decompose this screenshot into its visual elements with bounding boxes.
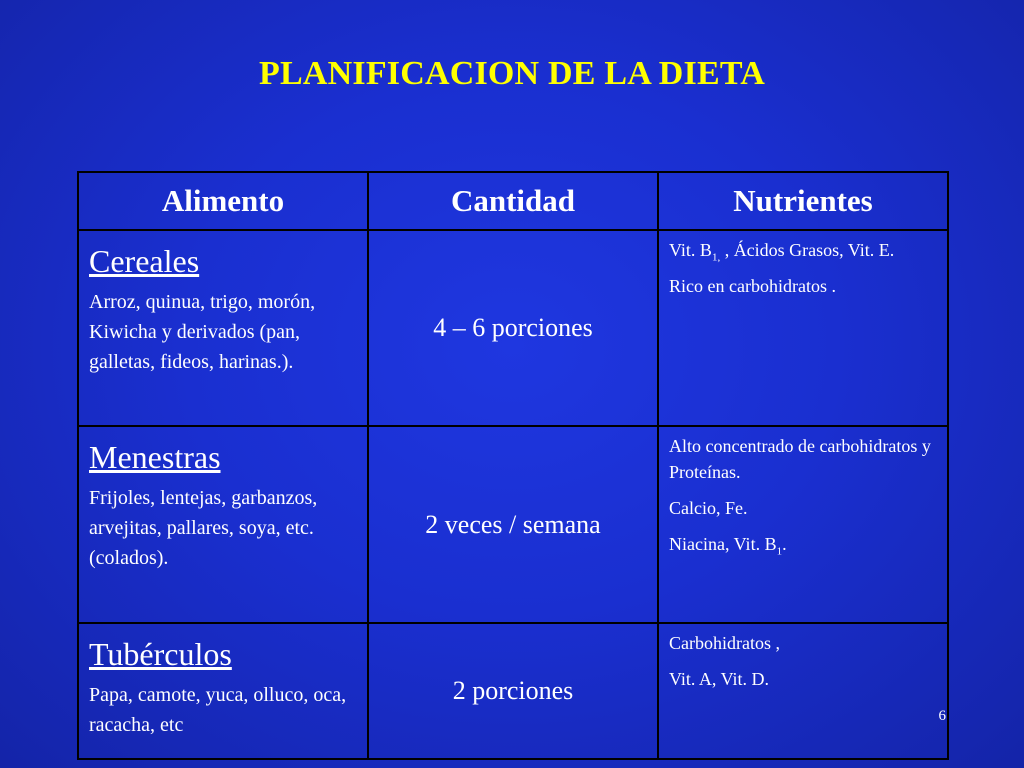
food-name: Menestras xyxy=(89,439,221,475)
slide-title: PLANIFICACION DE LA DIETA xyxy=(259,55,765,92)
nutrient-line xyxy=(669,237,937,263)
nutrient-text: Carbohidratos , xyxy=(669,633,780,653)
nutrients-cell xyxy=(658,230,948,426)
nutrient-line xyxy=(669,495,937,521)
header-cantidad: Cantidad xyxy=(368,172,658,230)
nutrients-cell xyxy=(658,623,948,759)
nutrient-text-after: , Ácidos Grasos, Vit. E. xyxy=(720,240,895,260)
header-alimento: Alimento xyxy=(78,172,368,230)
food-name: Tubérculos xyxy=(89,636,232,672)
nutrient-subscript: 1 xyxy=(776,545,783,558)
table-row xyxy=(78,426,948,623)
nutrient-line xyxy=(669,630,937,656)
food-name: Cereales xyxy=(89,243,200,279)
table-header-row xyxy=(78,172,948,230)
quantity-cell: 2 veces / semana xyxy=(368,426,658,623)
nutrient-text: Calcio, Fe. xyxy=(669,498,748,518)
table-row xyxy=(78,623,948,759)
food-description: Arroz, quinua, trigo, morón, Kiwicha y derivados (pan, galletas, fideos, harinas.). xyxy=(89,291,316,373)
food-description: Papa, camote, yuca, olluco, oca, racacha, etc xyxy=(89,684,347,736)
nutrient-subscript: 1, xyxy=(711,251,721,264)
nutrient-text: Vit. B xyxy=(669,240,712,260)
slide-number: 6 xyxy=(938,708,946,724)
nutrient-line xyxy=(669,666,937,692)
nutrient-line xyxy=(669,531,937,557)
nutrient-line xyxy=(669,273,937,299)
nutrient-line xyxy=(669,433,937,485)
nutrient-text: Rico en carbohidratos . xyxy=(669,276,836,296)
food-cell xyxy=(78,426,368,623)
header-nutrientes: Nutrientes xyxy=(658,172,948,230)
food-cell xyxy=(78,230,368,426)
quantity-cell: 2 porciones xyxy=(368,623,658,759)
quantity-cell: 4 – 6 porciones xyxy=(368,230,658,426)
food-cell xyxy=(78,623,368,759)
nutrients-cell xyxy=(658,426,948,623)
nutrient-text: Alto concentrado de carbohidratos y Proteínas. xyxy=(669,436,931,482)
table-row xyxy=(78,230,948,426)
nutrient-text: Niacina, Vit. B xyxy=(669,534,777,554)
food-description: Frijoles, lentejas, garbanzos, arvejitas, pallares, soya, etc.(colados). xyxy=(89,487,318,569)
nutrient-text-after: . xyxy=(782,534,787,554)
diet-table xyxy=(77,171,949,760)
nutrient-text: Vit. A, Vit. D. xyxy=(669,669,770,689)
